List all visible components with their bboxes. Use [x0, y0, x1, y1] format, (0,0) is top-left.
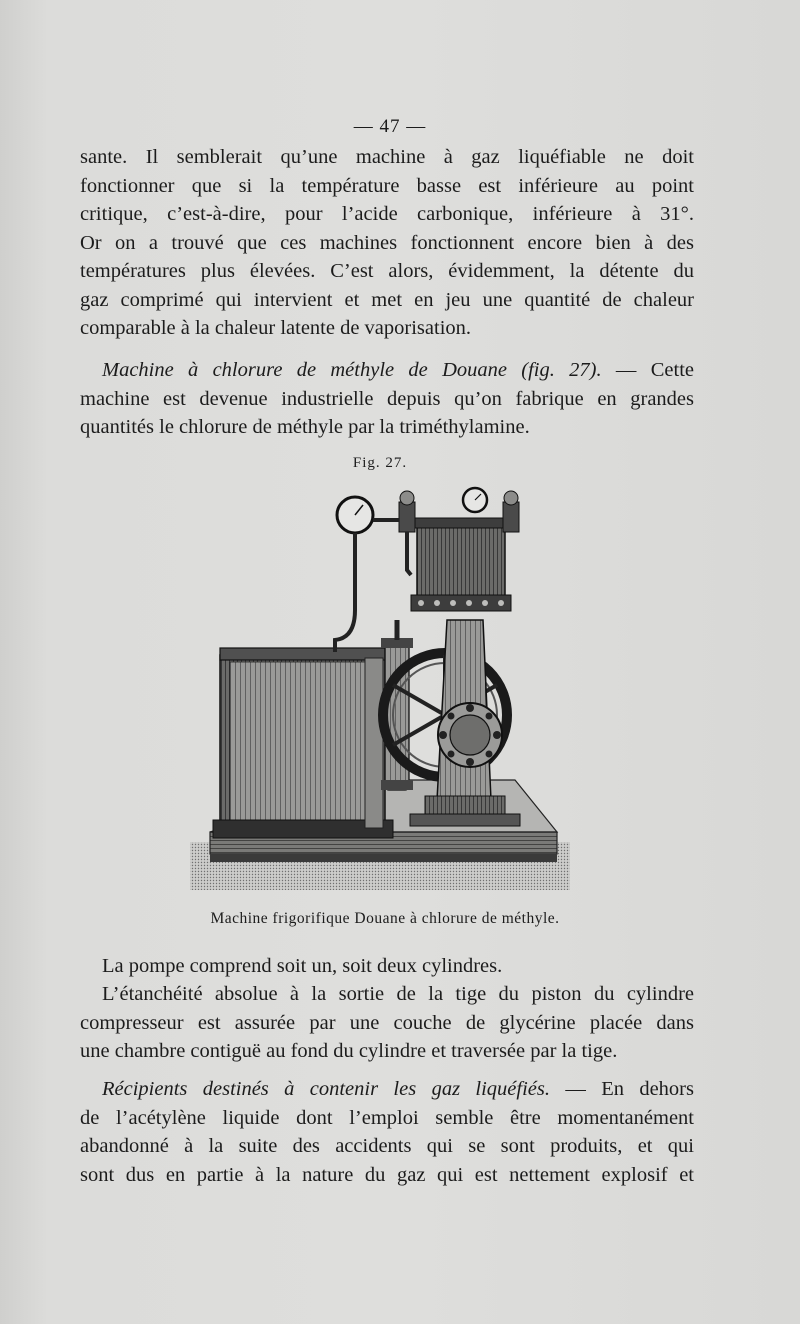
text-fragment: — En dehors: [549, 1078, 694, 1100]
figure-caption: Machine frigorifique Douane à chlorure de méthyle.: [210, 910, 560, 927]
text-line: fonctionner que si la température basse est inférieure au point: [80, 174, 694, 197]
text-line: une chambre contiguë au fond du cylindre et traversée par la tige.: [80, 1040, 618, 1062]
text-line: quantités le chlorure de méthyle par la triméthylamine.: [80, 416, 530, 438]
text-fragment: — Cette: [601, 359, 694, 381]
text-line: [80, 356, 694, 385]
paragraph-methyl-chloride-machine: [80, 356, 694, 442]
text-line: Or on a trouvé que ces machines fonctionnent encore bien à des: [80, 231, 694, 254]
paragraph-intro: [80, 143, 694, 343]
compressor-cylinder: [417, 525, 505, 605]
text-line: sont dus en partie à la nature du gaz qui est nettement explosif et: [80, 1163, 694, 1186]
right-valve: [503, 502, 519, 532]
text-line: températures plus élevées. C’est alors, évidemment, la détente du: [80, 260, 694, 282]
text-line: critique, c’est-à-dire, pour l’acide carbonique, inférieure à 31°.: [80, 203, 694, 225]
paragraph-pump: [80, 952, 694, 981]
page-number: — 47 —: [353, 116, 427, 137]
text-line: comparable à la chaleur latente de vaporisation.: [80, 317, 472, 339]
text-line: gaz comprimé qui intervient et met en jeu une quantité de chaleur: [80, 288, 694, 311]
text-line: compresseur est assurée par une couche de glycérine placée dans: [80, 1011, 694, 1034]
gas-pipe: [335, 533, 355, 652]
text-line: abandonné à la suite des accidents qui se sont produits, et qui: [80, 1135, 694, 1157]
paragraph-sealing: [80, 980, 694, 1066]
text-line: La pompe comprend soit un, soit deux cylindres.: [102, 955, 503, 977]
paragraph-liquefied-gas-containers: [80, 1075, 694, 1189]
text-line: sante. Il semblerait qu’une machine à gaz liquéfiable ne doit: [80, 146, 694, 168]
left-valve: [399, 502, 415, 532]
text-line: [80, 1075, 694, 1104]
text-line: de l’acétylène liquide dont l’emploi semble être momentanément: [80, 1106, 694, 1129]
text-line: machine est devenue industrielle depuis qu’on fabrique en grandes: [80, 387, 694, 410]
figure-label: Fig. 27.: [352, 455, 408, 471]
text-line: L’étanchéité absolue à la sortie de la tige du piston du cylindre: [102, 983, 694, 1005]
refrigerating-machine-illustration: [185, 480, 575, 895]
section-heading: Machine à chlorure de méthyle de Douane (fig. 27).: [102, 359, 602, 381]
section-heading: Récipients destinés à contenir les gaz liquéfiés.: [102, 1078, 550, 1100]
